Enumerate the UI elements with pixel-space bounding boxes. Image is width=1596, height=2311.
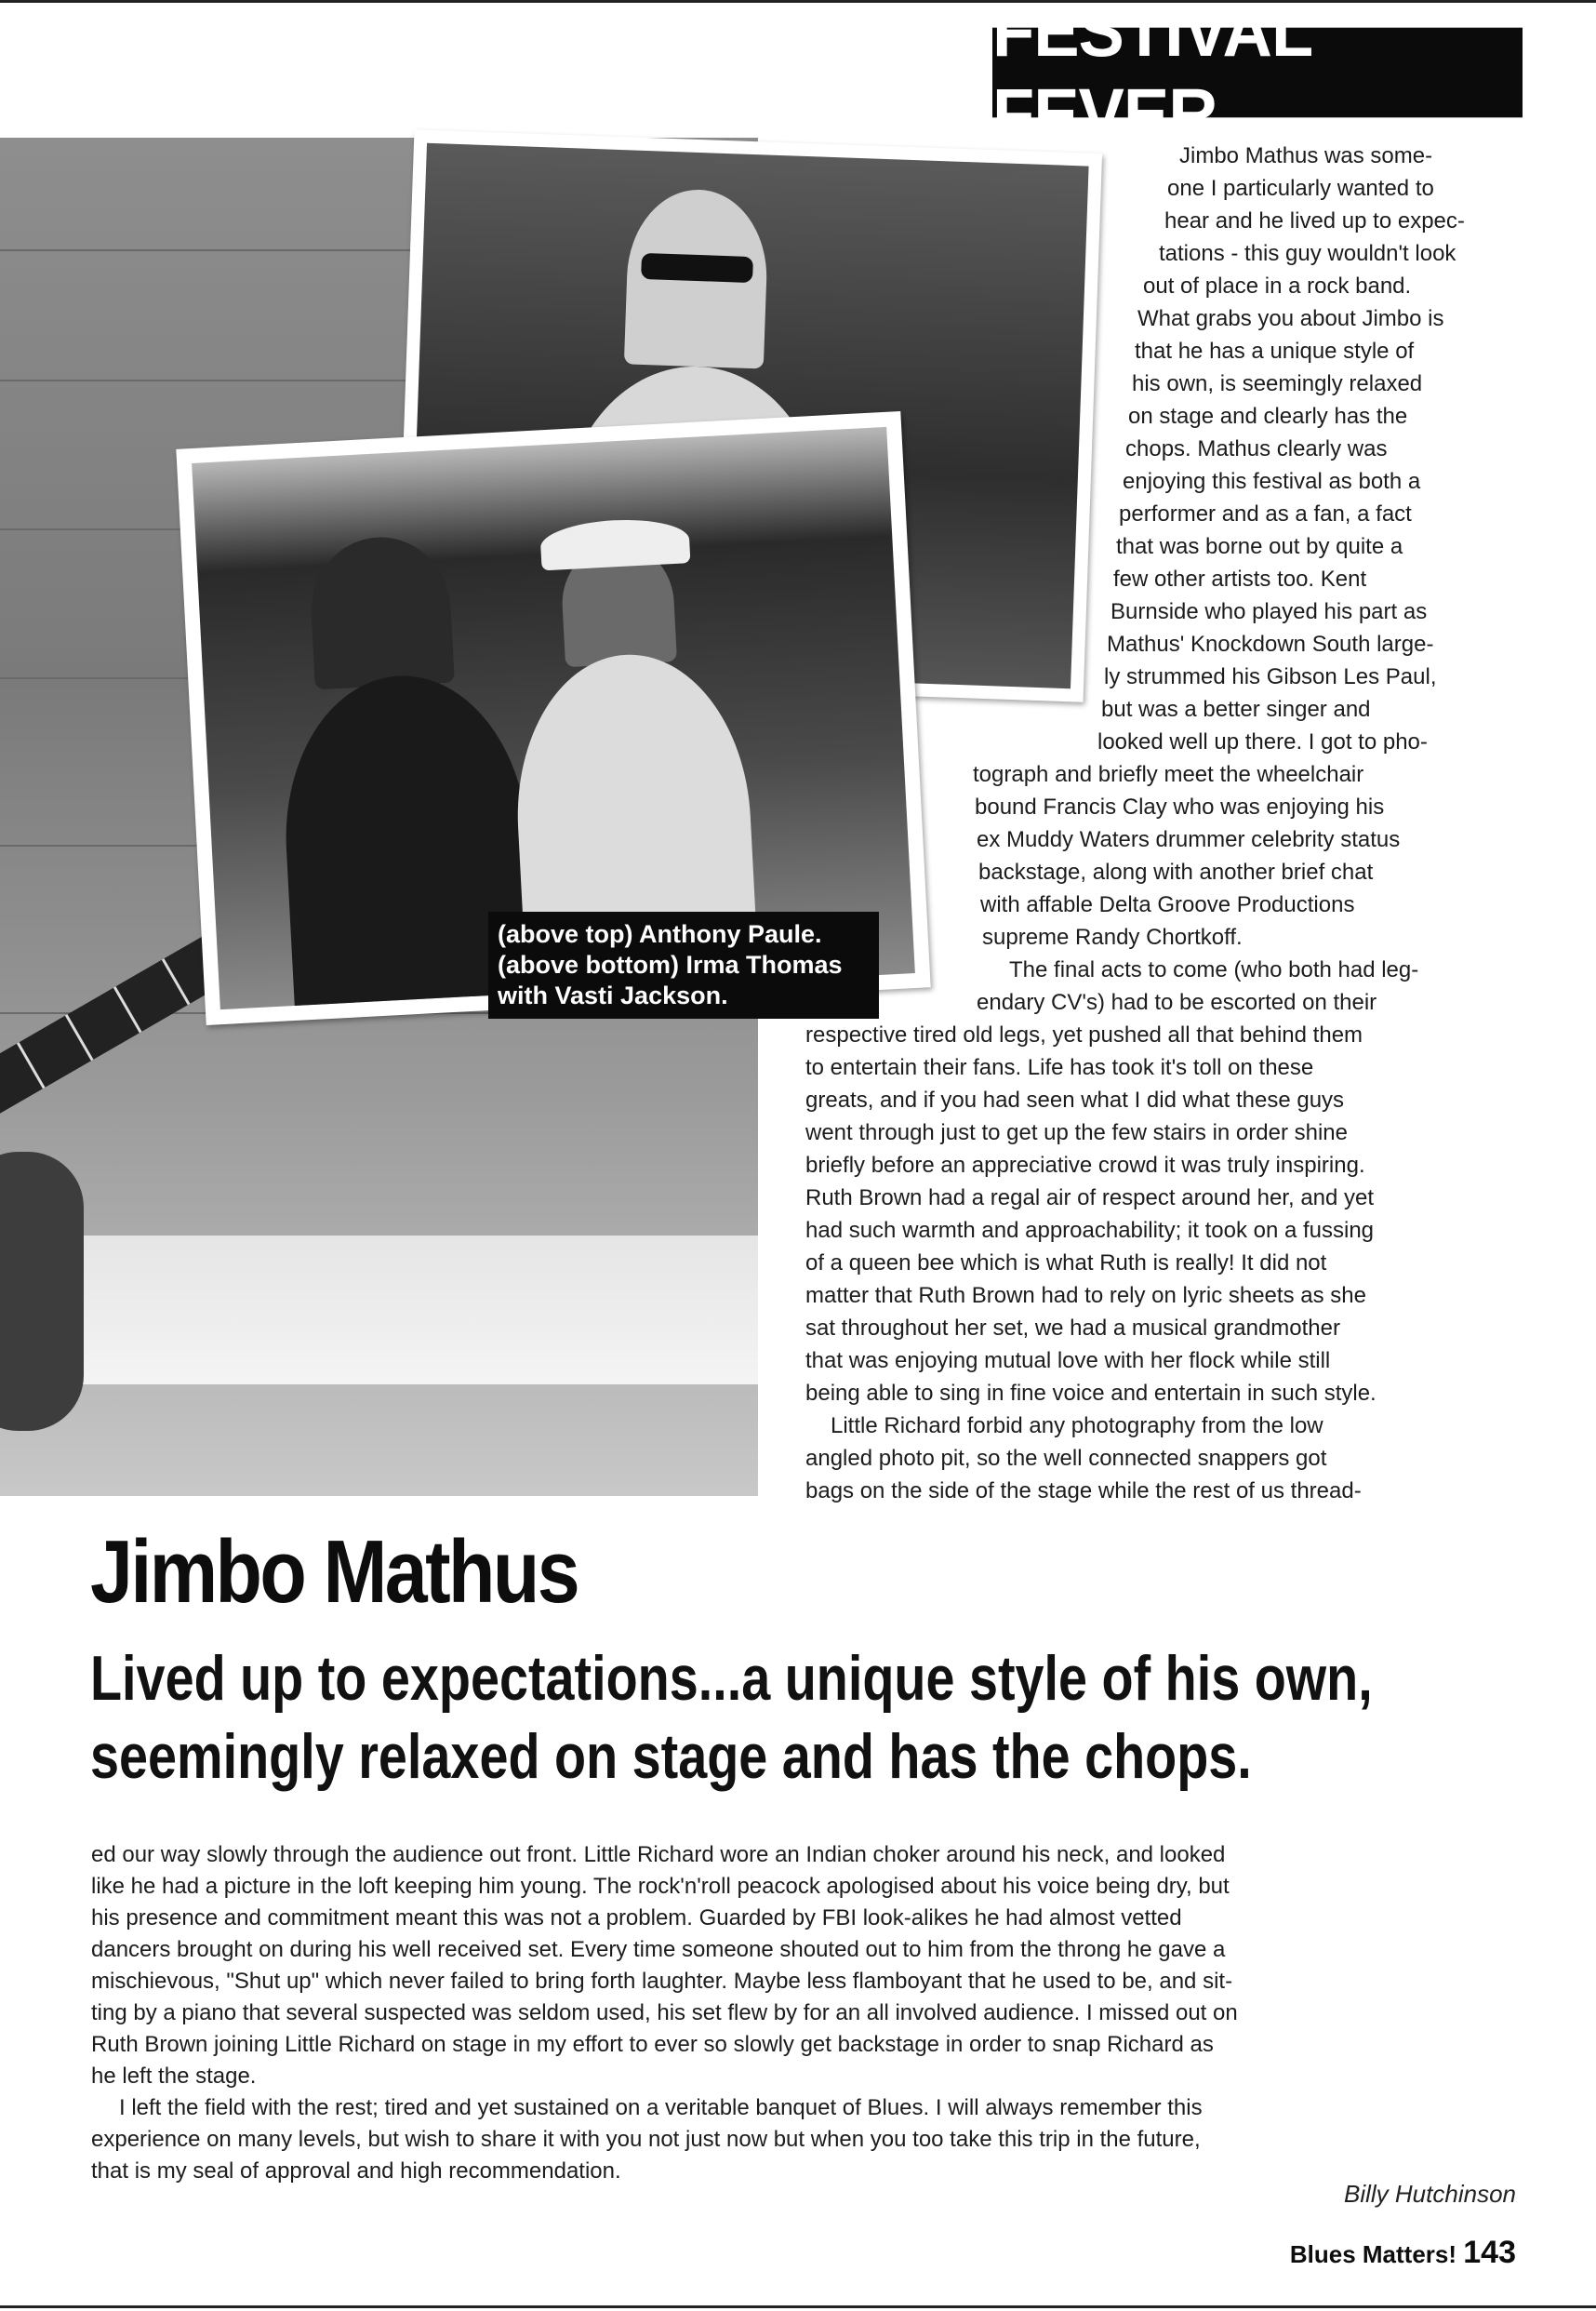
caption-line: (above top) Anthony Paule. — [498, 920, 822, 948]
text-line: greats, and if you had seen what I did what these guys — [805, 1088, 1345, 1113]
text-line: his own, is seemingly relaxed — [1132, 371, 1423, 396]
text-line: ex Muddy Waters drummer celebrity status — [977, 827, 1401, 852]
text-line: tograph and briefly meet the wheelchair — [973, 762, 1364, 787]
text-line: Mathus' Knockdown South large- — [1107, 632, 1434, 657]
text-line: What grabs you about Jimbo is — [1137, 306, 1444, 331]
text-line: ed our way slowly through the audience out front. Little Richard wore an Indian choker around his neck, and looked — [91, 1842, 1226, 1867]
text-line: one I particularly wanted to — [1167, 176, 1434, 201]
page-footer — [1209, 2235, 1516, 2271]
text-line: Ruth Brown had a regal air of respect around her, and yet — [805, 1185, 1375, 1210]
text-line: Ruth Brown joining Little Richard on stage in my effort to ever so slowly get backstage in order to snap Richard as — [91, 2032, 1214, 2057]
text-line: Burnside who played his part as — [1111, 599, 1428, 624]
hand-graphic — [0, 1152, 84, 1431]
text-line: ly strummed his Gibson Les Paul, — [1104, 664, 1437, 689]
text-line: angled photo pit, so the well connected snappers got — [805, 1446, 1327, 1471]
text-line: Jimbo Mathus was some- — [1179, 143, 1433, 168]
text-line: that was enjoying mutual love with her flock while still — [805, 1348, 1331, 1373]
text-line: that is my seal of approval and high recommendation. — [91, 2158, 621, 2184]
text-line: sat throughout her set, we had a musical grandmother — [805, 1316, 1340, 1341]
text-line: being able to sing in fine voice and entertain in such style. — [805, 1381, 1377, 1406]
caption-line: (above bottom) Irma Thomas — [498, 951, 843, 979]
article-subheadline — [90, 1639, 1373, 1796]
text-line: hear and he lived up to expec- — [1164, 208, 1465, 234]
page-number: 143 — [1463, 2235, 1516, 2270]
text-line: went through just to get up the few stairs in order shine — [805, 1120, 1348, 1145]
text-line: with affable Delta Groove Productions — [980, 892, 1355, 917]
text-line: bags on the side of the stage while the rest of us thread- — [805, 1478, 1362, 1503]
text-line: bound Francis Clay who was enjoying his — [975, 795, 1385, 820]
text-line: that was borne out by quite a — [1116, 534, 1403, 559]
text-line: Little Richard forbid any photography from the low — [831, 1413, 1323, 1438]
text-line: tations - this guy wouldn't look — [1159, 241, 1456, 266]
subheadline-line: Lived up to expectations...a unique style of his own, — [90, 1643, 1373, 1714]
text-line: endary CV's) had to be escorted on their — [977, 990, 1377, 1015]
bottom-rule — [0, 2305, 1596, 2308]
section-banner — [992, 0, 1523, 155]
article-headline: Jimbo Mathus — [90, 1522, 579, 1622]
text-line: that he has a unique style of — [1135, 339, 1415, 364]
text-line: matter that Ruth Brown had to rely on lyric sheets as she — [805, 1283, 1366, 1308]
text-line: he left the stage. — [91, 2064, 257, 2089]
subheadline-line: seemingly relaxed on stage and has the chops. — [90, 1721, 1252, 1792]
author-byline: Billy Hutchinson — [1344, 2180, 1516, 2208]
text-line: The final acts to come (who both had leg- — [1009, 957, 1419, 982]
text-line: backstage, along with another brief chat — [978, 860, 1374, 885]
text-line: performer and as a fan, a fact — [1119, 501, 1412, 527]
text-line: out of place in a rock band. — [1143, 274, 1412, 299]
text-line: supreme Randy Chortkoff. — [982, 925, 1243, 950]
text-line: looked well up there. I got to pho- — [1097, 729, 1428, 755]
text-line: respective tired old legs, yet pushed all that behind them — [805, 1022, 1363, 1048]
text-line: of a queen bee which is what Ruth is really! It did not — [805, 1250, 1327, 1276]
text-line: few other artists too. Kent — [1113, 567, 1367, 592]
publication-name: Blues Matters! — [1289, 2240, 1457, 2268]
text-line: enjoying this festival as both a — [1123, 469, 1421, 494]
photo-caption — [488, 912, 879, 1019]
text-line: like he had a picture in the loft keeping him young. The rock'n'roll peacock apologised about his voice being dry, but — [91, 1874, 1230, 1899]
text-line: briefly before an appreciative crowd it was truly inspiring. — [805, 1153, 1365, 1178]
text-line: ting by a piano that several suspected was seldom used, his set flew by for an all involved audience. I missed out on — [91, 2000, 1238, 2025]
article-body-lower — [91, 1839, 1523, 2187]
text-line: dancers brought on during his well received set. Every time someone shouted out to him from the throng he gave a — [91, 1937, 1226, 1962]
text-line: but was a better singer and — [1101, 697, 1371, 722]
section-title: FESTIVAL FEVER — [992, 0, 1311, 155]
text-line: mischievous, "Shut up" which never failed to bring forth laughter. Maybe less flamboyant that he used to be, and sit- — [91, 1969, 1233, 1994]
text-line: chops. Mathus clearly was — [1125, 436, 1388, 461]
text-line: had such warmth and approachability; it took on a fussing — [805, 1218, 1375, 1243]
text-line: on stage and clearly has the — [1128, 404, 1408, 429]
text-line: his presence and commitment meant this was not a problem. Guarded by FBI look-alikes he had almost vetted — [91, 1905, 1182, 1930]
text-line: to entertain their fans. Life has took it's toll on these — [805, 1055, 1314, 1080]
caption-line: with Vasti Jackson. — [498, 982, 728, 1009]
text-line: I left the field with the rest; tired and yet sustained on a veritable banquet of Blues. I will always remember this — [119, 2095, 1203, 2120]
text-line: experience on many levels, but wish to share it with you not just now but when you too take this trip in the future, — [91, 2127, 1201, 2152]
